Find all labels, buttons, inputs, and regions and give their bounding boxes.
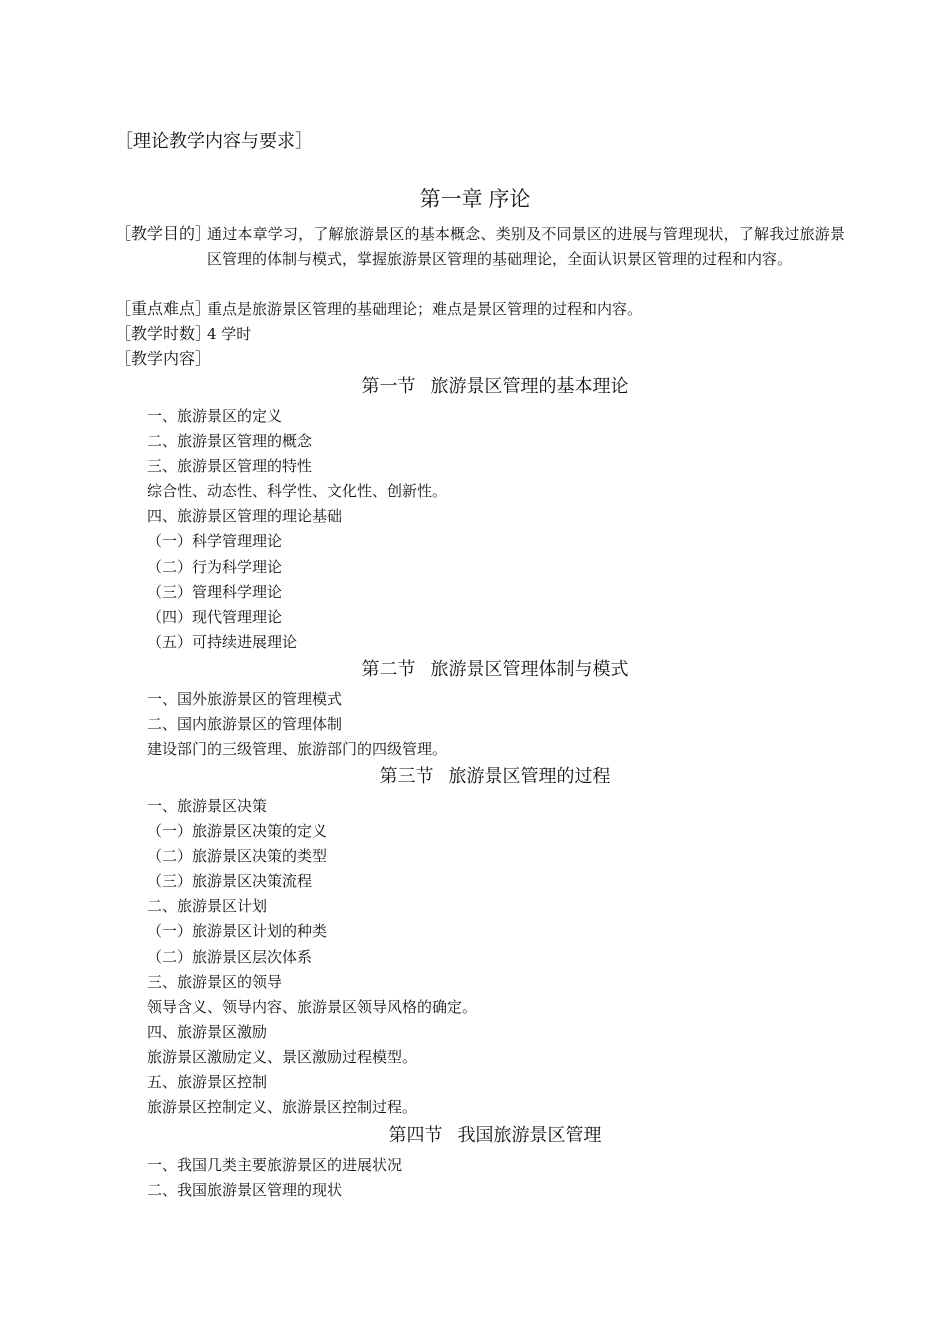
list-item: 二、我国旅游景区管理的现状 xyxy=(147,1181,343,1200)
teaching-purpose xyxy=(115,222,845,272)
list-item: 二、旅游景区管理的概念 xyxy=(147,432,313,451)
chapter-title: 第一章 序论 xyxy=(419,188,531,211)
list-item: 旅游景区激励定义、景区激励过程模型。 xyxy=(147,1047,418,1066)
section-title: 第四节 我国旅游景区管理 xyxy=(388,1125,602,1145)
teaching-hours xyxy=(115,322,845,347)
section-list xyxy=(147,404,447,655)
list-item: 旅游景区控制定义、旅游景区控制过程。 xyxy=(147,1098,418,1117)
list-item: （二）行为科学理论 xyxy=(147,557,283,576)
list-item: （三）管理科学理论 xyxy=(147,582,283,601)
section-title: 第一节 旅游景区管理的基本理论 xyxy=(361,376,629,396)
key-points-text: 重点是旅游景区管理的基础理论；难点是景区管理的过程和内容。 xyxy=(207,300,643,318)
list-item: （二）旅游景区决策的类型 xyxy=(147,847,328,866)
list-item: （五）可持续进展理论 xyxy=(147,632,298,651)
list-item: 四、旅游景区管理的理论基础 xyxy=(147,507,343,526)
list-item: 一、旅游景区决策 xyxy=(147,797,268,815)
list-item: 二、旅游景区计划 xyxy=(147,897,268,916)
teaching-hours-label: ［教学时数］ xyxy=(115,326,212,343)
section-list xyxy=(147,687,447,762)
teaching-purpose-text: 通过本章学习，了解旅游景区的基本概念、类别及不同景区的进展与管理现状，了解我过旅游景区管理的体制与模式，掌握旅游景区管理的基础理论，全面认识景区管理的过程和内容。 xyxy=(207,225,845,268)
list-item: （四）现代管理理论 xyxy=(147,607,283,626)
key-points xyxy=(115,297,845,322)
key-points-label: ［重点难点］ xyxy=(115,301,212,318)
list-item: 三、旅游景区的领导 xyxy=(147,972,283,991)
section-list xyxy=(147,794,477,1120)
section-title: 第二节 旅游景区管理体制与模式 xyxy=(361,659,629,679)
teaching-content-label: ［教学内容］ xyxy=(115,351,212,368)
teaching-hours-text: 4 学时 xyxy=(207,325,252,343)
list-item: （一）旅游景区计划的种类 xyxy=(147,922,328,941)
list-item: 一、我国几类主要旅游景区的进展状况 xyxy=(147,1156,403,1174)
list-item: （二）旅游景区层次体系 xyxy=(147,947,313,966)
list-item: （一）旅游景区决策的定义 xyxy=(147,822,328,841)
list-item: 一、旅游景区的定义 xyxy=(147,407,283,425)
list-item: 建设部门的三级管理、旅游部门的四级管理。 xyxy=(147,740,448,759)
list-item: （一）科学管理理论 xyxy=(147,532,283,551)
list-item: 五、旅游景区控制 xyxy=(147,1073,268,1092)
list-item: 二、国内旅游景区的管理体制 xyxy=(147,715,343,734)
list-item: 领导含义、领导内容、旅游景区领导风格的确定。 xyxy=(147,997,478,1016)
page-heading: ［理论教学内容与要求］ xyxy=(115,131,313,151)
section-title: 第三节 旅游景区管理的过程 xyxy=(379,766,611,786)
list-item: 四、旅游景区激励 xyxy=(147,1022,268,1041)
teaching-purpose-label: ［教学目的］ xyxy=(115,226,212,243)
list-item: （三）旅游景区决策流程 xyxy=(147,872,313,891)
list-item: 一、国外旅游景区的管理模式 xyxy=(147,690,343,708)
list-item: 三、旅游景区管理的特性 xyxy=(147,457,313,476)
list-item: 综合性、动态性、科学性、文化性、创新性。 xyxy=(147,482,448,501)
section-list xyxy=(147,1153,402,1203)
